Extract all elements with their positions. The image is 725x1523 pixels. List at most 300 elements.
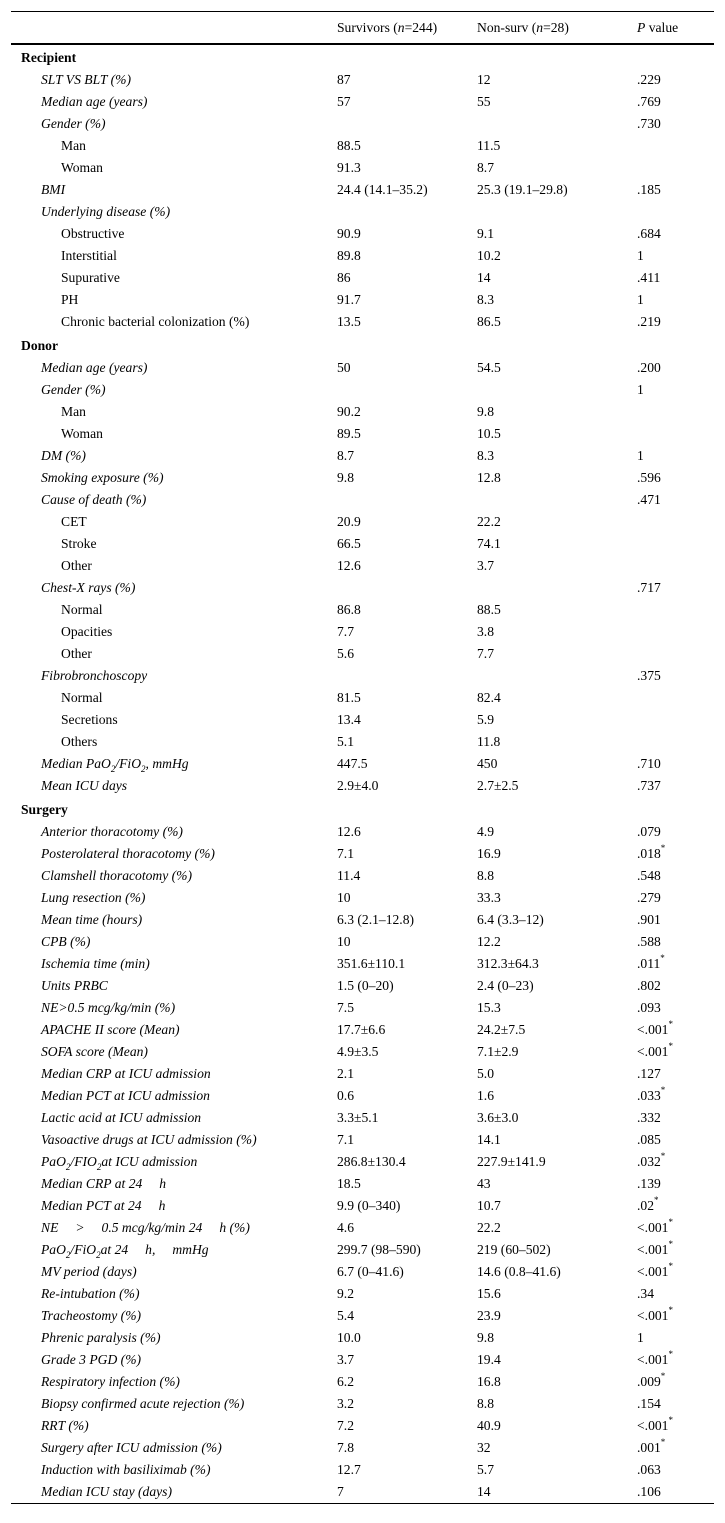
non-survivors-value: 450 (477, 756, 498, 771)
non-survivors-value: 22.2 (477, 1220, 501, 1235)
row-label: PH (61, 292, 79, 307)
non-survivors-value: 8.7 (477, 160, 494, 175)
survivors-value: 12.6 (337, 824, 361, 839)
table-row (11, 1107, 714, 1129)
survivors-value: 7.2 (337, 1418, 354, 1433)
row-label: Mean time (hours) (41, 912, 143, 927)
non-survivors-value: 32 (477, 1440, 491, 1455)
p-value: .802 (637, 978, 661, 993)
survivors-value: 11.4 (337, 868, 361, 883)
survivors-value: 3.3±5.1 (337, 1110, 379, 1125)
survivors-value: 10.0 (337, 1330, 361, 1345)
p-value: .901 (637, 912, 661, 927)
non-survivors-value: 8.8 (477, 868, 494, 883)
table-row (11, 511, 714, 533)
row-label: Median CRP at ICU admission (41, 1066, 211, 1081)
p-value: .02* (637, 1195, 659, 1213)
row-label: Respiratory infection (%) (41, 1374, 180, 1389)
non-survivors-value: 3.6±3.0 (477, 1110, 519, 1125)
table-row (11, 135, 714, 157)
table-row (11, 1217, 714, 1239)
non-survivors-value: 10.7 (477, 1198, 501, 1213)
table-row (11, 113, 714, 135)
row-label: Posterolateral thoracotomy (%) (41, 846, 215, 861)
p-value: .730 (637, 116, 661, 131)
survivors-value: 91.3 (337, 160, 361, 175)
non-survivors-value: 219 (60–502) (477, 1242, 551, 1257)
p-value: .127 (637, 1066, 661, 1081)
row-label: Median age (years) (41, 360, 148, 375)
p-value: .34 (637, 1286, 654, 1301)
row-label: Man (61, 404, 86, 419)
survivors-value: 24.4 (14.1–35.2) (337, 182, 428, 197)
survivors-value: 18.5 (337, 1176, 361, 1191)
row-label: Supurative (61, 270, 120, 285)
non-survivors-value: 15.6 (477, 1286, 501, 1301)
p-value: .588 (637, 934, 661, 949)
table-row (11, 1041, 714, 1063)
table-row (11, 533, 714, 555)
header-p-value: P value (637, 20, 679, 35)
row-label: Chronic bacterial colonization (%) (61, 314, 250, 329)
non-survivors-value: 9.8 (477, 404, 494, 419)
p-value: .548 (637, 868, 661, 883)
table-row (11, 201, 714, 223)
p-value: .471 (637, 492, 661, 507)
row-label: Underlying disease (%) (41, 204, 171, 219)
non-survivors-value: 74.1 (477, 536, 501, 551)
row-label: Surgery after ICU admission (%) (41, 1440, 222, 1455)
data-table (11, 11, 714, 1504)
non-survivors-value: 22.2 (477, 514, 501, 529)
p-value: .085 (637, 1132, 661, 1147)
survivors-value: 0.6 (337, 1088, 354, 1103)
p-value: .011* (637, 953, 665, 971)
p-value: .596 (637, 470, 661, 485)
survivors-value: 90.2 (337, 404, 361, 419)
p-value: .079 (637, 824, 661, 839)
row-label: SOFA score (Mean) (41, 1044, 148, 1059)
p-value: .018* (637, 843, 666, 861)
p-value: .769 (637, 94, 661, 109)
survivors-value: 13.5 (337, 314, 361, 329)
p-value: <.001* (637, 1019, 673, 1037)
table-row (11, 1129, 714, 1151)
row-label: Re-intubation (%) (41, 1286, 140, 1301)
p-value: .093 (637, 1000, 661, 1015)
non-survivors-value: 14 (477, 1484, 491, 1499)
non-survivors-value: 5.9 (477, 712, 494, 727)
table-row (11, 1283, 714, 1305)
table-row (11, 687, 714, 709)
survivors-value: 20.9 (337, 514, 361, 529)
p-value: .033* (637, 1085, 666, 1103)
table-row (11, 245, 714, 267)
row-label: $PaO_2/FIO_2at$ ICU admission (41, 1154, 198, 1172)
survivors-value: 3.7 (337, 1352, 354, 1367)
row-label: Other (61, 558, 92, 573)
survivors-value: 6.2 (337, 1374, 354, 1389)
survivors-value: 351.6±110.1 (337, 956, 406, 971)
non-survivors-value: 9.8 (477, 1330, 494, 1345)
row-label: Anterior thoracotomy (%) (41, 824, 183, 839)
section-header (11, 333, 714, 357)
table-row (11, 1085, 714, 1107)
p-value: 1 (637, 292, 644, 307)
row-label: Normal (61, 602, 103, 617)
survivors-value: 9.9 (0–340) (337, 1198, 401, 1213)
row-label: Mean ICU days (41, 778, 128, 793)
non-survivors-value: 16.9 (477, 846, 501, 861)
survivors-value: 299.7 (98–590) (337, 1242, 421, 1257)
section-title: Surgery (21, 802, 68, 817)
survivors-value: 5.4 (337, 1308, 354, 1323)
survivors-value: 66.5 (337, 536, 361, 551)
table-row (11, 1019, 714, 1041)
row-label: Grade 3 PGD (%) (41, 1352, 142, 1367)
non-survivors-value: 23.9 (477, 1308, 501, 1323)
p-value: .139 (637, 1176, 661, 1191)
p-value: .717 (637, 580, 661, 595)
non-survivors-value: 24.2±7.5 (477, 1022, 526, 1037)
p-value: <.001* (637, 1415, 673, 1433)
non-survivors-value: 55 (477, 94, 491, 109)
table-row (11, 599, 714, 621)
table-row (11, 1393, 714, 1415)
table-header (11, 12, 714, 45)
table-row (11, 1195, 714, 1217)
survivors-value: 13.4 (337, 712, 361, 727)
survivors-value: 91.7 (337, 292, 361, 307)
non-survivors-value: 15.3 (477, 1000, 501, 1015)
row-label: Secretions (61, 712, 118, 727)
survivors-value: 5.1 (337, 734, 354, 749)
p-value: .375 (637, 668, 661, 683)
header-survivors: Survivors (n=244) (337, 20, 438, 35)
row-label: CET (61, 514, 87, 529)
p-value: .411 (637, 270, 661, 285)
non-survivors-value: 14 (477, 270, 491, 285)
p-value: .279 (637, 890, 661, 905)
table-row (11, 1151, 714, 1173)
table-row (11, 953, 714, 975)
non-survivors-value: 86.5 (477, 314, 501, 329)
table-row (11, 1063, 714, 1085)
survivors-value: 7 (337, 1484, 344, 1499)
non-survivors-value: 7.1±2.9 (477, 1044, 519, 1059)
non-survivors-value: 33.3 (477, 890, 501, 905)
table-row (11, 1437, 714, 1459)
p-value: .710 (637, 756, 661, 771)
row-label: Median age (years) (41, 94, 148, 109)
survivors-value: 4.9±3.5 (337, 1044, 379, 1059)
survivors-value: 12.6 (337, 558, 361, 573)
p-value: <.001* (637, 1349, 673, 1367)
non-survivors-value: 12.8 (477, 470, 501, 485)
survivors-value: 9.2 (337, 1286, 354, 1301)
header-non-survivors: Non-surv (n=28) (477, 20, 569, 35)
non-survivors-value: 5.7 (477, 1462, 494, 1477)
survivors-value: 6.3 (2.1–12.8) (337, 912, 415, 927)
row-label: MV period (days) (41, 1264, 137, 1279)
survivors-value: 89.8 (337, 248, 361, 263)
row-label: Median ICU stay (days) (41, 1484, 172, 1499)
row-label: Lung resection (%) (41, 890, 146, 905)
survivors-value: 7.1 (337, 846, 354, 861)
survivors-value: 17.7±6.6 (337, 1022, 386, 1037)
p-value: 1 (637, 248, 644, 263)
p-value: .106 (637, 1484, 661, 1499)
survivors-value: 50 (337, 360, 351, 375)
section-title: Donor (21, 338, 59, 353)
non-survivors-value: 19.4 (477, 1352, 501, 1367)
survivors-value: 10 (337, 890, 351, 905)
table-row (11, 1371, 714, 1393)
survivors-value: 10 (337, 934, 351, 949)
row-label: Phrenic paralysis (%) (41, 1330, 161, 1345)
row-label: Cause of death (%) (41, 492, 147, 507)
row-label: Fibrobronchoscopy (41, 668, 148, 683)
survivors-value: 88.5 (337, 138, 361, 153)
row-label: BMI (41, 182, 66, 197)
survivors-value: 2.9±4.0 (337, 778, 379, 793)
table-row (11, 665, 714, 687)
row-label: Woman (61, 160, 103, 175)
table-row (11, 1305, 714, 1327)
non-survivors-value: 40.9 (477, 1418, 501, 1433)
table-row (11, 223, 714, 245)
row-label: Gender (%) (41, 116, 106, 131)
non-survivors-value: 3.8 (477, 624, 494, 639)
p-value: .009* (637, 1371, 666, 1389)
non-survivors-value: 12.2 (477, 934, 501, 949)
survivors-value: 86 (337, 270, 351, 285)
non-survivors-value: 7.7 (477, 646, 494, 661)
table-row (11, 997, 714, 1019)
row-label: Woman (61, 426, 103, 441)
row-label: Median CRP at 24 h (41, 1176, 167, 1191)
table-row (11, 1239, 714, 1261)
survivors-value: 12.7 (337, 1462, 361, 1477)
table-row (11, 577, 714, 599)
row-label: Man (61, 138, 86, 153)
row-label: Clamshell thoracotomy (%) (41, 868, 193, 883)
table-row (11, 379, 714, 401)
table-body (11, 45, 714, 1503)
row-label: Units PRBC (41, 978, 108, 993)
table-row (11, 931, 714, 953)
row-label: SLT VS BLT (%) (41, 72, 131, 87)
row-label: APACHE II score (Mean) (41, 1022, 180, 1037)
non-survivors-value: 12 (477, 72, 491, 87)
p-value: <.001* (637, 1217, 673, 1235)
non-survivors-value: 5.0 (477, 1066, 494, 1081)
p-value: 1 (637, 1330, 644, 1345)
row-label: Interstitial (61, 248, 117, 263)
p-value: .185 (637, 182, 661, 197)
non-survivors-value: 3.7 (477, 558, 494, 573)
row-label: Induction with basiliximab (%) (41, 1462, 211, 1477)
table-row (11, 1481, 714, 1503)
survivors-value: 286.8±130.4 (337, 1154, 406, 1169)
survivors-value: 447.5 (337, 756, 368, 771)
row-label: Ischemia time (min) (41, 956, 150, 971)
row-label: Stroke (61, 536, 97, 551)
row-label: Normal (61, 690, 103, 705)
p-value: .737 (637, 778, 661, 793)
non-survivors-value: 227.9±141.9 (477, 1154, 546, 1169)
survivors-value: 7.7 (337, 624, 354, 639)
row-label: Median PCT at 24 h (41, 1198, 166, 1213)
survivors-value: 2.1 (337, 1066, 354, 1081)
survivors-value: 86.8 (337, 602, 361, 617)
row-label: PaO$_2$/FiO$_2$at 24 h, mmHg (41, 1242, 209, 1260)
non-survivors-value: 8.3 (477, 448, 494, 463)
survivors-value: 6.7 (0–41.6) (337, 1264, 404, 1279)
non-survivors-value: 14.6 (0.8–41.6) (477, 1264, 561, 1279)
table-row (11, 357, 714, 379)
row-label: Obstructive (61, 226, 125, 241)
row-label: Chest-X rays (%) (41, 580, 136, 595)
p-value: .001* (637, 1437, 666, 1455)
table-row (11, 91, 714, 113)
table-row (11, 1327, 714, 1349)
non-survivors-value: 6.4 (3.3–12) (477, 912, 544, 927)
table-row (11, 843, 714, 865)
non-survivors-value: 1.6 (477, 1088, 494, 1103)
survivors-value: 57 (337, 94, 351, 109)
table-row (11, 1415, 714, 1437)
table-row (11, 179, 714, 201)
survivors-value: 7.1 (337, 1132, 354, 1147)
row-label: Median PCT at ICU admission (41, 1088, 210, 1103)
non-survivors-value: 10.2 (477, 248, 501, 263)
table-row (11, 731, 714, 753)
row-label: NE>0.5 mcg/kg/min (%) (41, 1000, 176, 1015)
p-value: .684 (637, 226, 661, 241)
table-row (11, 821, 714, 843)
non-survivors-value: 43 (477, 1176, 491, 1191)
non-survivors-value: 82.4 (477, 690, 501, 705)
table-row (11, 643, 714, 665)
survivors-value: 9.8 (337, 470, 354, 485)
non-survivors-value: 9.1 (477, 226, 494, 241)
table-row (11, 909, 714, 931)
p-value: <.001* (637, 1261, 673, 1279)
non-survivors-value: 14.1 (477, 1132, 501, 1147)
p-value: .063 (637, 1462, 661, 1477)
row-label: Biopsy confirmed acute rejection (%) (41, 1396, 245, 1411)
table-row (11, 975, 714, 997)
survivors-value: 89.5 (337, 426, 361, 441)
survivors-value: 5.6 (337, 646, 354, 661)
non-survivors-value: 4.9 (477, 824, 494, 839)
row-label: Others (61, 734, 98, 749)
table-row (11, 1349, 714, 1371)
table-row (11, 1173, 714, 1195)
non-survivors-value: 16.8 (477, 1374, 501, 1389)
p-value: <.001* (637, 1239, 673, 1257)
p-value: .032* (637, 1151, 666, 1169)
non-survivors-value: 8.8 (477, 1396, 494, 1411)
non-survivors-value: 2.7±2.5 (477, 778, 519, 793)
p-value: .219 (637, 314, 661, 329)
table-row (11, 621, 714, 643)
p-value: <.001* (637, 1305, 673, 1323)
non-survivors-value: 11.5 (477, 138, 501, 153)
table-row (11, 157, 714, 179)
survivors-value: 81.5 (337, 690, 361, 705)
row-label: Gender (%) (41, 382, 106, 397)
row-label: DM (%) (41, 448, 86, 463)
p-value: .200 (637, 360, 661, 375)
row-label: Other (61, 646, 92, 661)
p-value: 1 (637, 448, 644, 463)
section-header (11, 797, 714, 821)
p-value: .229 (637, 72, 661, 87)
table-row (11, 445, 714, 467)
row-label: NE > 0.5 mcg/kg/min 24 h (%) (41, 1220, 250, 1235)
non-survivors-value: 11.8 (477, 734, 501, 749)
non-survivors-value: 2.4 (0–23) (477, 978, 534, 993)
section-title: Recipient (21, 50, 77, 65)
p-value: .332 (637, 1110, 661, 1125)
non-survivors-value: 25.3 (19.1–29.8) (477, 182, 568, 197)
row-label: Median PaO$_2$/FiO$_2$, mmHg (41, 756, 189, 774)
table-row (11, 865, 714, 887)
table-row (11, 423, 714, 445)
survivors-value: 1.5 (0–20) (337, 978, 394, 993)
table-row (11, 887, 714, 909)
table-row (11, 775, 714, 797)
table-row (11, 1459, 714, 1481)
survivors-value: 90.9 (337, 226, 361, 241)
table-row (11, 289, 714, 311)
survivors-value: 4.6 (337, 1220, 354, 1235)
table-row (11, 1261, 714, 1283)
survivors-value: 3.2 (337, 1396, 354, 1411)
row-label: Smoking exposure (%) (41, 470, 164, 485)
table-row (11, 267, 714, 289)
table-row (11, 753, 714, 775)
survivors-value: 87 (337, 72, 351, 87)
non-survivors-value: 88.5 (477, 602, 501, 617)
non-survivors-value: 54.5 (477, 360, 501, 375)
table-row (11, 311, 714, 333)
table-row (11, 69, 714, 91)
section-header (11, 45, 714, 69)
row-label: RRT (%) (41, 1418, 89, 1433)
survivors-value: 7.8 (337, 1440, 354, 1455)
table-row (11, 555, 714, 577)
non-survivors-value: 8.3 (477, 292, 494, 307)
p-value: .154 (637, 1396, 661, 1411)
table-row (11, 489, 714, 511)
table-row (11, 467, 714, 489)
row-label: Lactic acid at ICU admission (41, 1110, 202, 1125)
survivors-value: 8.7 (337, 448, 354, 463)
survivors-value: 7.5 (337, 1000, 354, 1015)
p-value: 1 (637, 382, 644, 397)
non-survivors-value: 312.3±64.3 (477, 956, 539, 971)
row-label: Tracheostomy (%) (41, 1308, 142, 1323)
row-label: CPB (%) (41, 934, 91, 949)
table-row (11, 401, 714, 423)
row-label: Vasoactive drugs at ICU admission (%) (41, 1132, 257, 1147)
p-value: <.001* (637, 1041, 673, 1059)
non-survivors-value: 10.5 (477, 426, 501, 441)
row-label: Opacities (61, 624, 113, 639)
